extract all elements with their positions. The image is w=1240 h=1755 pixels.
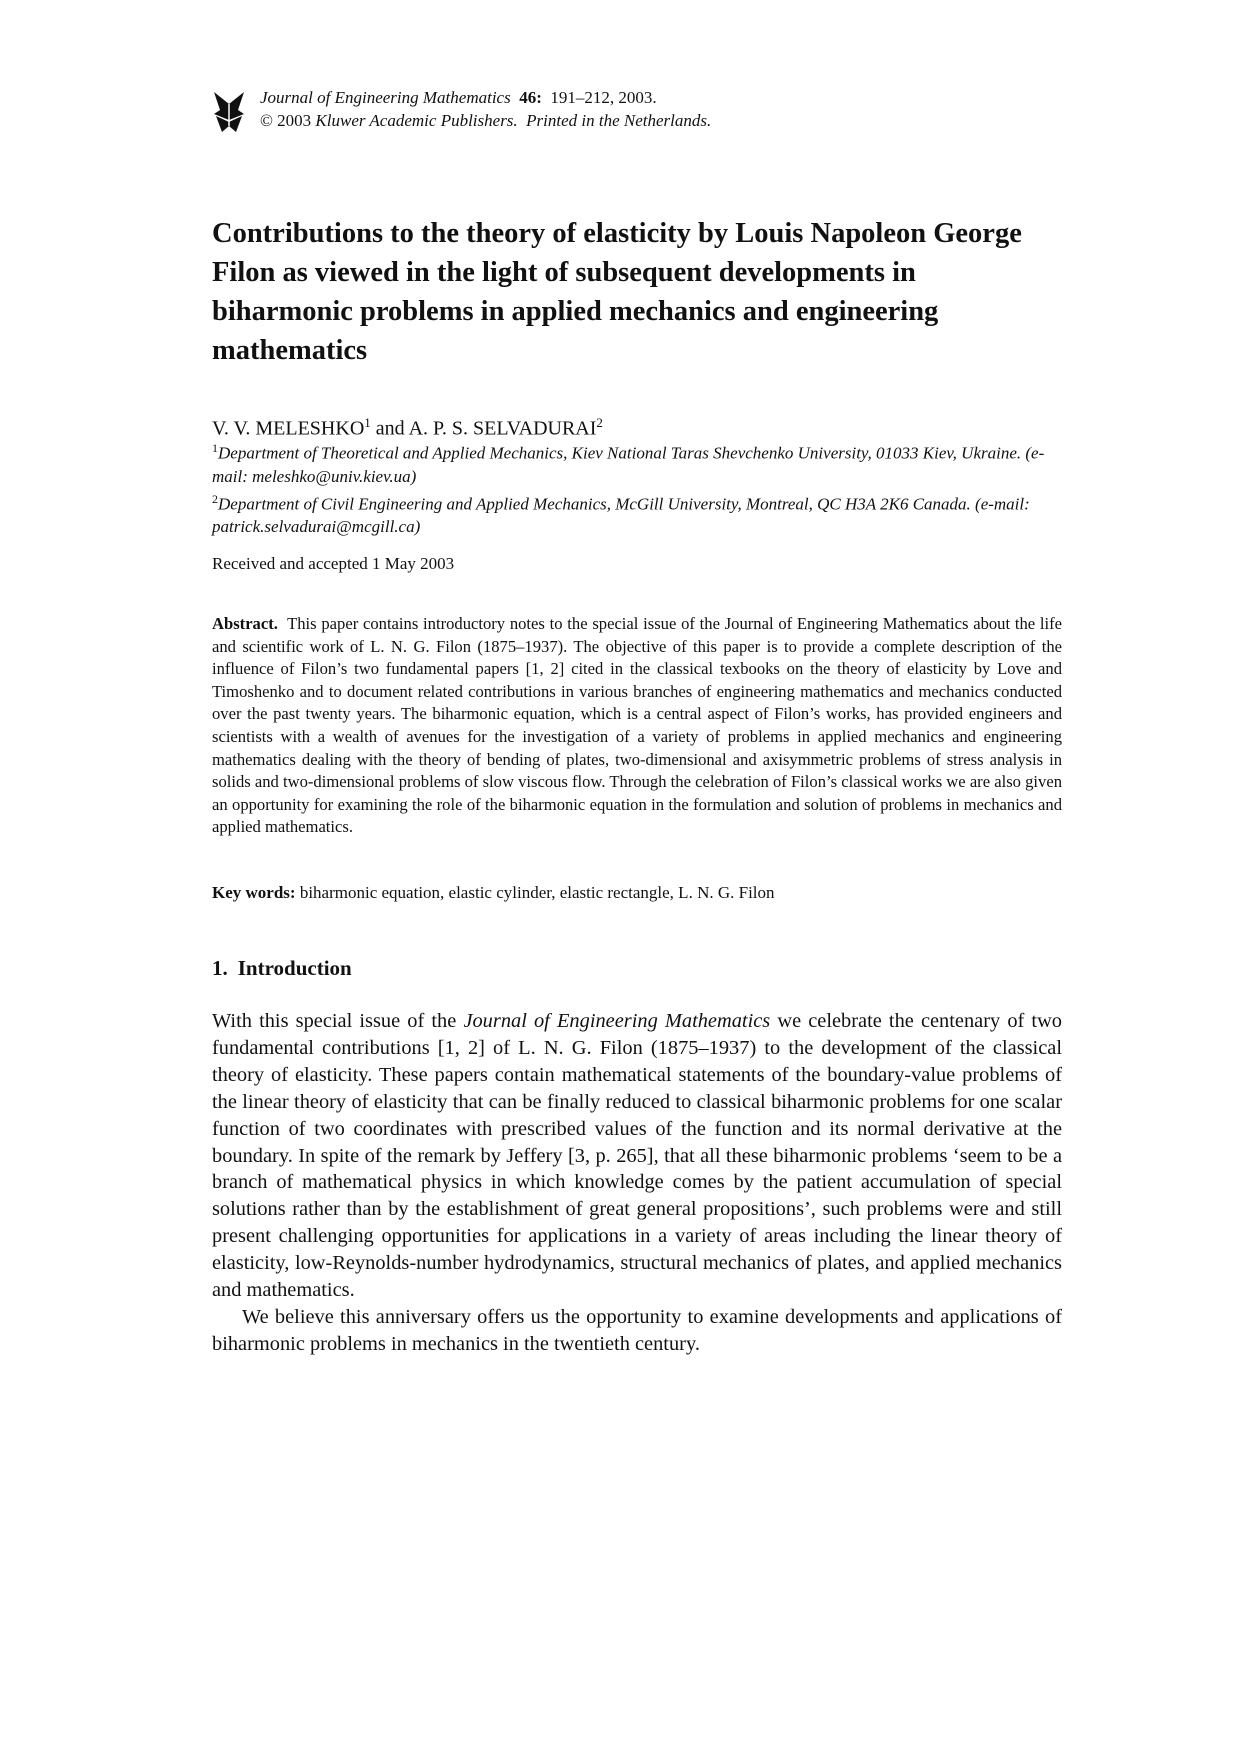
affiliation-mark: 1 xyxy=(212,441,218,455)
author-conjunction: and xyxy=(375,417,405,440)
author-selvadurai: A. P. S. SELVADURAI xyxy=(408,417,597,440)
journal-pages-year: 191–212, 2003. xyxy=(550,88,657,107)
copyright: © 2003 xyxy=(260,111,312,130)
journal-volume: 46: xyxy=(519,88,542,107)
paragraph-2: We believe this anniversary offers us the opportunity to examine developments and applications of biharmonic problems in mechanics in the twentieth century. xyxy=(212,1305,1062,1355)
keywords xyxy=(212,881,1062,904)
journal-name: Journal of Engineering Mathematics xyxy=(260,88,511,107)
paragraph-1 xyxy=(212,1008,1062,1304)
affiliation-1 xyxy=(212,437,1062,488)
section-heading-introduction xyxy=(212,954,352,982)
journal-header xyxy=(212,86,711,134)
section-title: Introduction xyxy=(237,956,352,980)
publisher-logo-icon xyxy=(212,90,246,134)
abstract-text: This paper contains introductory notes to the special issue of the Journal of Engineering Mathematics about the life and scientific work of L. N. G. Filon (1875–1937). The objective of this paper is to provide a complete description of the influence of Filon’s two fundamental papers [1, 2] cited in the classical texbooks on the theory of elasticity by Love and Timoshenko and to document related contributions in various branches of engineering mathematics and mechanics conducted over the past twenty years. The biharmonic equation, which is a central aspect of Filon’s works, has provided engineers and scientists with a wealth of avenues for the investigation of a variety of problems in applied mechanics and engineering mathematics dealing with the theory of bending of plates, two-dimensional and axisymmetric problems of stress analysis in solids and two-dimensional problems of slow viscous flow. Through the celebration of Filon’s classical works we are also given an opportunity for examining the role of the biharmonic equation in the formulation and solution of problems in mechanics and applied mathematics. xyxy=(212,614,1062,837)
body-text xyxy=(212,1008,1062,1358)
affiliations xyxy=(212,437,1062,538)
affiliation-text: Department of Theoretical and Applied Mechanics, Kiev National Taras Shevchenko University, 01033 Kiev, Ukraine. (e-mail: meleshko@univ.kiev.ua) xyxy=(212,443,1045,486)
printed-location: Printed in the Netherlands. xyxy=(526,111,712,130)
affiliation-2 xyxy=(212,488,1062,539)
section-number: 1. xyxy=(212,956,228,980)
keywords-text: biharmonic equation, elastic cylinder, elastic rectangle, L. N. G. Filon xyxy=(299,883,775,902)
received-date: Received and accepted 1 May 2003 xyxy=(212,554,455,573)
author-affil-mark: 1 xyxy=(364,415,371,430)
publisher-name: Kluwer Academic Publishers. xyxy=(315,111,518,130)
keywords-label: Key words: xyxy=(212,883,296,902)
affiliation-mark: 2 xyxy=(212,491,218,506)
abstract-label: Abstract. xyxy=(212,614,278,633)
author-meleshko: V. V. MELESHKO xyxy=(212,417,365,440)
journal-reference: Journal of Engineering Mathematics xyxy=(463,1010,771,1032)
abstract xyxy=(212,613,1062,839)
paragraph-text: With this special issue of the xyxy=(212,1010,464,1032)
journal-citation xyxy=(260,86,711,132)
paper-title: Contributions to the theory of elasticity by Louis Napoleon George Filon as viewed in the light of subsequent developments in biharmonic problems in applied mechanics and engineering mathematics xyxy=(212,218,1022,366)
paragraph-text: we celebrate the centenary of two fundamental contributions [1, 2] of L. N. G. Filon (1875–1937) to the development of the classical theory of elasticity. These papers contain mathematical statements of the boundary-value problems of the linear theory of elasticity that can be finally reduced to classical biharmonic problems for one scalar function of two coordinates with prescribed values of the function and its normal derivative at the boundary. In spite of the remark by Jeffery [3, p. 265], that all these biharmonic problems ‘seem to be a branch of mathematical physics in which knowledge comes by the patient accumulation of special solutions rather than by the establishment of great general propositions’, such problems were and still present challenging opportunities for applications in a variety of areas including the linear theory of elasticity, low-Reynolds-number hydrodynamics, structural mechanics of plates, and applied mechanics and mathematics. xyxy=(212,1010,1063,1302)
author-affil-mark: 2 xyxy=(596,415,603,430)
affiliation-text: Department of Civil Engineering and Applied Mechanics, McGill University, Montreal, QC H3A 2K6 Canada. (e-mail: patrick.selvadurai@mcgill.ca) xyxy=(212,494,1030,537)
